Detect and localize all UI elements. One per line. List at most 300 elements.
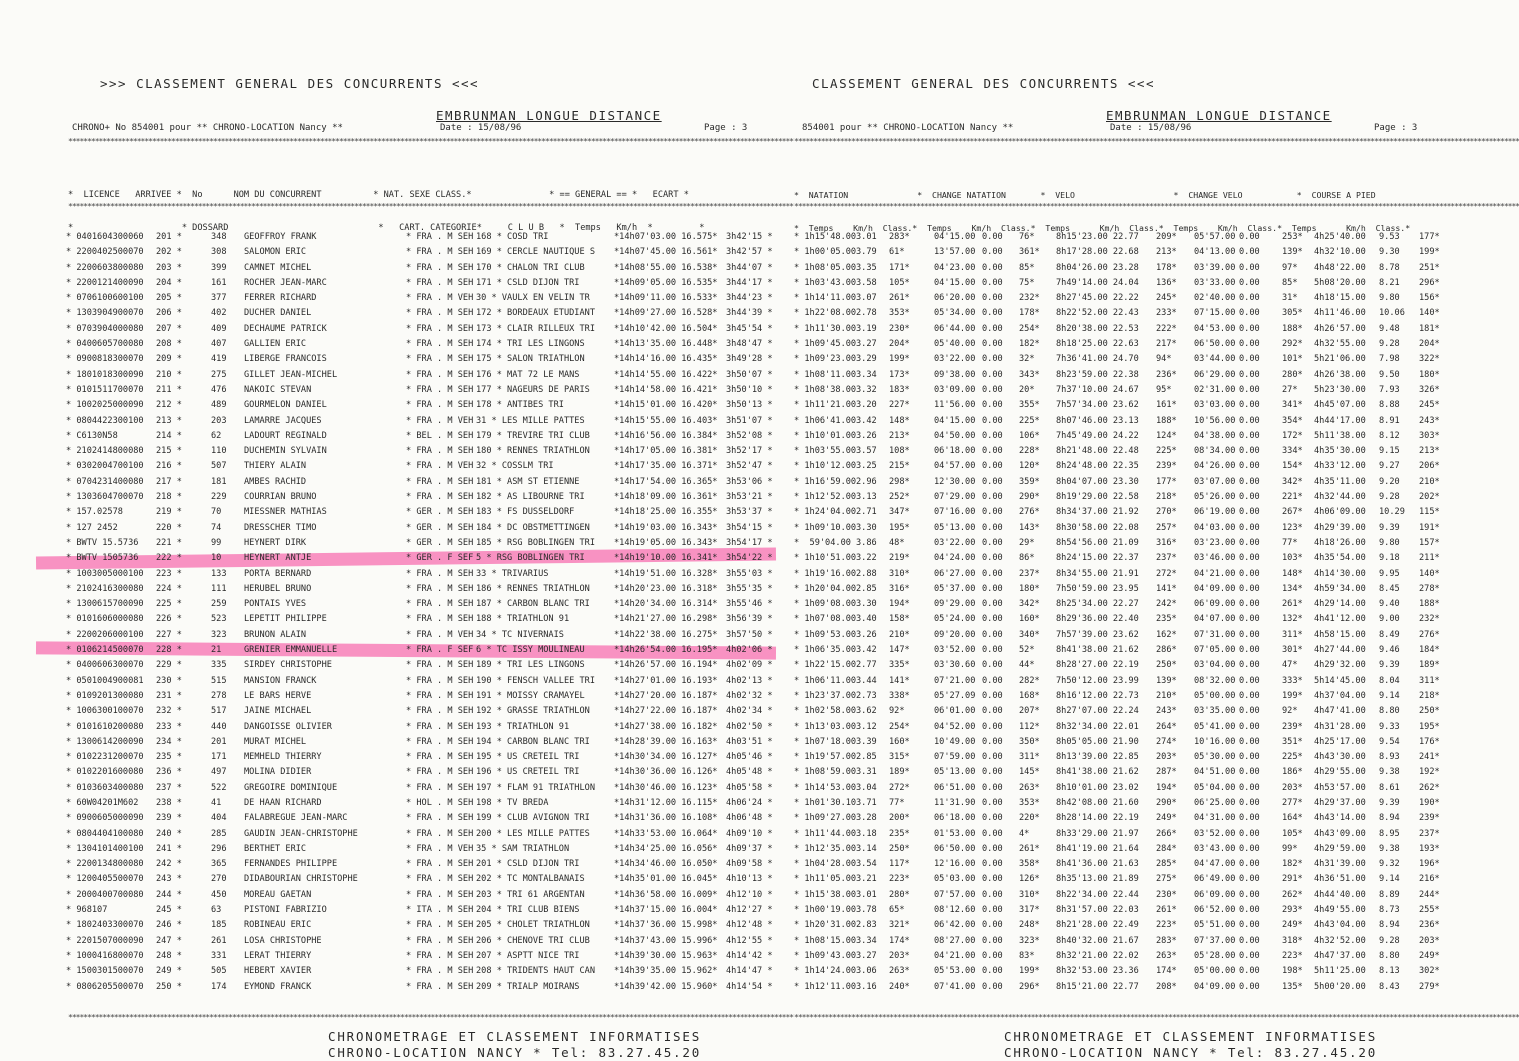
left-cell: LADOURT REGINALD — [244, 430, 327, 441]
right-cell: 04'57.00 — [934, 461, 976, 472]
right-cell: 06'09.00 — [1194, 599, 1236, 610]
right-cell: 285* — [1156, 859, 1177, 870]
right-cell: * 1h15'48.00 — [794, 232, 857, 242]
left-cell: 180 * RENNES TRIATHLON — [476, 446, 590, 457]
right-cell: 9.39 — [1379, 797, 1400, 808]
right-cell: * 1h09'45.00 — [794, 339, 857, 350]
left-cell: 206 * CHENOVE TRI CLUB — [476, 935, 590, 946]
right-cell: 358* — [1019, 859, 1040, 870]
left-cell: 249 * — [156, 966, 182, 977]
left-cell: 214 * — [156, 430, 182, 441]
right-row — [794, 750, 1449, 765]
right-row — [794, 934, 1449, 949]
right-cell: 305* — [1282, 308, 1303, 319]
left-cell: FERNANDES PHILIPPE — [244, 859, 338, 870]
right-cell: 2.73 — [856, 690, 877, 701]
left-chrono-line: CHRONO+ No 854001 pour ** CHRONO-LOCATION Nancy ** — [72, 123, 343, 133]
right-cell: 0.00 — [982, 736, 1003, 747]
right-row — [794, 735, 1449, 750]
left-cell: 247 * — [156, 935, 182, 946]
right-cell: 8.94 — [1379, 813, 1400, 824]
left-cell: * BWTV 1505736 — [66, 553, 139, 564]
left-cell: 33 * TRIVARIUS — [476, 568, 549, 579]
left-cell: LEPETIT PHILIPPE — [244, 614, 327, 625]
left-cell: 229 * — [156, 660, 182, 671]
left-cell: * 0501004900081 — [66, 675, 144, 686]
right-cell: 8h34'55.00 21.91 — [1056, 568, 1139, 579]
left-cell: *14h39'35.00 15.962* — [614, 966, 718, 977]
right-cell: 291* — [1282, 874, 1303, 885]
left-row — [66, 796, 786, 811]
right-cell: 9.38 — [1379, 767, 1400, 778]
left-cell: GRENIER EMMANUELLE — [244, 645, 338, 656]
right-cell: 06'18.00 — [934, 813, 976, 824]
right-cell: 31* — [1282, 293, 1298, 304]
right-row — [794, 398, 1449, 413]
footer-line2: CHRONO-LOCATION NANCY * Tel: 83.27.45.20 — [1004, 1045, 1378, 1060]
right-cell: 276* — [1419, 629, 1440, 640]
left-cell: *14h14'55.00 16.422* — [614, 369, 718, 380]
right-header-line1: * NATATION * CHANGE NATATION * VELO * CHANGE VELO * COURSE A PIED — [794, 190, 1376, 200]
right-cell: 263* — [1156, 950, 1177, 961]
right-cell: 112* — [1019, 721, 1040, 732]
left-cell: * FRA . M SEH — [406, 813, 474, 824]
right-cell: 8.73 — [1379, 905, 1400, 916]
left-cell: 3h50'07 * — [726, 369, 773, 380]
right-cell: 3.14 — [856, 843, 877, 854]
right-row — [794, 414, 1449, 429]
right-cell: 9.28 — [1379, 935, 1400, 946]
right-cell: 05'30.00 — [1194, 752, 1236, 763]
right-cell: 135* — [1282, 981, 1303, 992]
left-cell: * FRA . M SEH — [406, 247, 474, 258]
right-cell: 06'19.00 — [1194, 507, 1236, 518]
right-cell: 7h36'41.00 24.70 — [1056, 354, 1139, 365]
left-cell: 205 * CHOLET TRIATHLON — [476, 920, 590, 931]
right-cell: 211* — [1419, 553, 1440, 564]
left-cell: 175 * SALON TRIATHLON — [476, 354, 585, 365]
right-cell: 5h11'25.00 — [1314, 966, 1366, 977]
left-cell: * 0101610200080 — [66, 721, 144, 732]
right-cell: 9.46 — [1379, 645, 1400, 656]
right-cell: 209* — [1156, 232, 1177, 242]
right-cell: 0.00 — [982, 461, 1003, 472]
right-cell: 3.78 — [856, 905, 877, 916]
left-page-number: Page : 3 — [704, 123, 748, 133]
left-cell: HEYNERT DIRK — [244, 537, 307, 548]
left-cell: 348 — [211, 232, 227, 242]
footer-line1: CHRONOMETRAGE ET CLASSEMENT INFORMATISES — [1004, 1029, 1378, 1044]
right-cell: * 1h12'52.00 — [794, 492, 857, 503]
right-cell: 76* — [1019, 232, 1035, 242]
left-cell: * 1200405500070 — [66, 874, 144, 885]
right-row — [794, 567, 1449, 582]
right-cell: 242* — [1156, 599, 1177, 610]
right-cell: 4h35'11.00 — [1314, 476, 1366, 487]
left-cell: HERUBEL BRUNO — [244, 583, 312, 594]
left-cell: 185 * RSG BOBLINGEN TRI — [476, 537, 595, 548]
right-cell: 03'52.00 — [1194, 828, 1236, 839]
right-cell: 0.00 — [1239, 706, 1260, 717]
left-cell: 3h45'54 * — [726, 323, 773, 334]
right-cell: 0.00 — [1239, 247, 1260, 258]
left-cell: *14h30'34.00 16.127* — [614, 752, 718, 763]
left-cell: * 1300615700090 — [66, 599, 144, 610]
right-cell: 213* — [1419, 446, 1440, 457]
right-cell: 05'53.00 — [934, 966, 976, 977]
right-cell: 174* — [1156, 966, 1177, 977]
right-cell: 0.00 — [1239, 950, 1260, 961]
left-cell: 99 — [211, 537, 222, 548]
left-cell: * FRA . M SEH — [406, 568, 474, 579]
right-title: EMBRUNMAN LONGUE DISTANCE — [1106, 108, 1332, 123]
right-cell: 04'03.00 — [1194, 522, 1236, 533]
left-cell: * 1801018300090 — [66, 369, 144, 380]
right-cell: 0.00 — [1239, 522, 1260, 533]
right-row — [794, 245, 1449, 260]
left-cell: 220 * — [156, 522, 182, 533]
right-cell: 2.88 — [856, 568, 877, 579]
right-cell: * 1h09'43.00 — [794, 950, 857, 961]
right-cell: 0.00 — [1239, 859, 1260, 870]
right-cell: 158* — [889, 614, 910, 625]
right-page — [790, 0, 1519, 1061]
right-cell: 08'12.60 — [934, 905, 976, 916]
right-cell: 0.00 — [982, 721, 1003, 732]
left-cell: 224 * — [156, 583, 182, 594]
right-cell: 275* — [1156, 874, 1177, 885]
right-cell: 132* — [1282, 614, 1303, 625]
right-cell: 241* — [1419, 752, 1440, 763]
right-cell: 04'50.00 — [934, 430, 976, 441]
right-cell: 181* — [1419, 323, 1440, 334]
right-cell: 176* — [1419, 736, 1440, 747]
right-cell: 11'31.90 — [934, 797, 976, 808]
right-cell: 4* — [1019, 828, 1030, 839]
left-row — [66, 765, 786, 780]
right-cell: 199* — [1419, 247, 1440, 258]
right-cell: 264* — [1156, 721, 1177, 732]
left-cell: 184 * DC OBSTMETTINGEN — [476, 522, 590, 533]
right-cell: 29* — [1019, 537, 1035, 548]
right-cell: 3.16 — [856, 981, 877, 992]
left-cell: 204 * — [156, 277, 182, 288]
right-cell: 261* — [889, 293, 910, 304]
right-cell: 4h06'09.00 — [1314, 507, 1366, 518]
right-cell: * 1h11'05.00 — [794, 874, 857, 885]
left-cell: 207 * — [156, 323, 182, 334]
left-cell: 208 * — [156, 339, 182, 350]
left-cell: *14h37'15.00 16.004* — [614, 905, 718, 916]
right-cell: 310* — [1019, 889, 1040, 900]
right-cell: 230* — [1156, 889, 1177, 900]
right-cell: 04'09.00 — [1194, 981, 1236, 992]
left-cell: 227 * — [156, 629, 182, 640]
right-cell: * 1h22'15.00 — [794, 660, 857, 671]
right-cell: 0.00 — [982, 568, 1003, 579]
right-row — [794, 827, 1449, 842]
left-cell: *14h19'05.00 16.343* — [614, 537, 718, 548]
right-cell: 126* — [1019, 874, 1040, 885]
right-cell: 218* — [1419, 690, 1440, 701]
right-cell: 8.91 — [1379, 415, 1400, 426]
left-row — [66, 368, 786, 383]
left-cell: 3h50'13 * — [726, 400, 773, 411]
left-cell: 171 — [211, 752, 227, 763]
left-cell: 4h03'51 * — [726, 736, 773, 747]
right-cell: 105* — [889, 277, 910, 288]
right-cell: 4h31'28.00 — [1314, 721, 1366, 732]
right-cell: 0.00 — [1239, 629, 1260, 640]
right-cell: 196* — [1419, 859, 1440, 870]
left-row — [66, 597, 786, 612]
right-cell: 123* — [1282, 522, 1303, 533]
right-cell: 203* — [1419, 935, 1440, 946]
right-cell: 7.93 — [1379, 384, 1400, 395]
right-cell: * 1h14'53.00 — [794, 782, 857, 793]
left-cell: 225 * — [156, 599, 182, 610]
right-cell: 7.98 — [1379, 354, 1400, 365]
right-cell: 95* — [1156, 384, 1172, 395]
right-cell: 235* — [1156, 614, 1177, 625]
left-cell: 186 * RENNES TRIATHLON — [476, 583, 590, 594]
right-cell: 8h24'15.00 22.37 — [1056, 553, 1139, 564]
right-cell: 12'16.00 — [934, 859, 976, 870]
right-cell: 359* — [1019, 476, 1040, 487]
right-cell: 0.00 — [1239, 262, 1260, 273]
right-cell: 279* — [1419, 981, 1440, 992]
left-cell: * FRA . M SEH — [406, 583, 474, 594]
right-cell: 3.06 — [856, 966, 877, 977]
right-cell: 8h41'38.00 21.62 — [1056, 767, 1139, 778]
right-cell: 05'00.00 — [1194, 966, 1236, 977]
right-cell: 06'18.00 — [934, 446, 976, 457]
right-row — [794, 490, 1449, 505]
left-cell: 173 * CLAIR RILLEUX TRI — [476, 323, 595, 334]
right-cell: 0.00 — [1239, 446, 1260, 457]
right-cell: 8.12 — [1379, 430, 1400, 441]
left-cell: 169 * CERCLE NAUTIQUE S — [476, 247, 595, 258]
left-cell: 407 — [211, 339, 227, 350]
right-cell: 267* — [1282, 507, 1303, 518]
left-cell: 261 — [211, 935, 227, 946]
left-cell: GOURMELON DANIEL — [244, 400, 327, 411]
left-cell: 200 * LES MILLE PATTES — [476, 828, 590, 839]
right-cell: 0.00 — [1239, 920, 1260, 931]
left-header-line2: * * DOSSARD * CART. CATEGORIE* C L U B * Temps Km/h * * — [68, 223, 705, 233]
left-cell: 210 * — [156, 369, 182, 380]
right-cell: 193* — [1419, 843, 1440, 854]
right-cell: * 1h07'18.00 — [794, 736, 857, 747]
right-cell: 32* — [1019, 354, 1035, 365]
right-cell: 10'16.00 — [1194, 736, 1236, 747]
right-cell: 8h30'58.00 22.08 — [1056, 522, 1139, 533]
right-cell: 0.00 — [982, 843, 1003, 854]
right-cell: 154* — [1282, 461, 1303, 472]
right-cell: * 1h14'11.00 — [794, 293, 857, 304]
right-cell: 3.01 — [856, 889, 877, 900]
right-cell: 0.00 — [982, 767, 1003, 778]
right-cell: 0.00 — [982, 797, 1003, 808]
left-cell: 174 * TRI LES LINGONS — [476, 339, 585, 350]
right-cell: 03'46.00 — [1194, 553, 1236, 564]
right-cell: 07'29.00 — [934, 492, 976, 503]
left-cell: * 0102201600080 — [66, 767, 144, 778]
left-cell: 217 * — [156, 476, 182, 487]
left-cell: 4h09'37 * — [726, 843, 773, 854]
right-row — [794, 230, 1449, 245]
right-row — [794, 903, 1449, 918]
right-cell: 8h15'21.00 22.77 — [1056, 981, 1139, 992]
right-cell: 0.00 — [1239, 843, 1260, 854]
right-cell: 8h21'28.00 22.49 — [1056, 920, 1139, 931]
right-cell: 8h04'26.00 23.28 — [1056, 262, 1139, 273]
left-cell: *14h14'16.00 16.435* — [614, 354, 718, 365]
left-cell: 3h42'15 * — [726, 232, 773, 242]
left-cell: 3h42'57 * — [726, 247, 773, 258]
right-cell: 07'21.00 — [934, 675, 976, 686]
right-cell: * 1h03'55.00 — [794, 446, 857, 457]
right-cell: 0.00 — [982, 492, 1003, 503]
right-cell: 296* — [1019, 981, 1040, 992]
left-cell: 111 — [211, 583, 227, 594]
left-cell: * FRA . M SEH — [406, 323, 474, 334]
right-cell: * 1h06'41.00 — [794, 415, 857, 426]
right-cell: 3.22 — [856, 553, 877, 564]
right-cell: 254* — [889, 721, 910, 732]
left-cell: *14h09'27.00 16.528* — [614, 308, 718, 319]
left-cell: 4h12'55 * — [726, 935, 773, 946]
right-cell: 9.32 — [1379, 859, 1400, 870]
right-cell: 9.18 — [1379, 553, 1400, 564]
left-row — [66, 444, 786, 459]
right-cell: 0.00 — [982, 553, 1003, 564]
right-row — [794, 765, 1449, 780]
right-cell: 06'44.00 — [934, 323, 976, 334]
right-cell: 213* — [1156, 247, 1177, 258]
left-cell: 243 * — [156, 874, 182, 885]
right-cell: 08'27.00 — [934, 935, 976, 946]
right-cell: 228* — [1019, 446, 1040, 457]
separator: ********************************************************************************************************************************************************************************************** — [68, 202, 794, 211]
right-cell: 189* — [889, 767, 910, 778]
right-row — [794, 475, 1449, 490]
right-cell: 0.00 — [1239, 323, 1260, 334]
left-cell: 3h44'07 * — [726, 262, 773, 273]
left-cell: * FRA . M SEH — [406, 889, 474, 900]
right-cell: * 1h08'15.00 — [794, 935, 857, 946]
right-cell: 27* — [1282, 384, 1298, 395]
left-cell: *14h37'36.00 15.998* — [614, 920, 718, 931]
left-cell: CAMNET MICHEL — [244, 262, 312, 273]
left-cell: *14h26'57.00 16.194* — [614, 660, 718, 671]
left-cell: * HOL . M SEH — [406, 797, 474, 808]
left-cell: 440 — [211, 721, 227, 732]
right-cell: 0.00 — [1239, 369, 1260, 380]
right-cell: 171* — [889, 262, 910, 273]
left-cell: * FRA . M SEH — [406, 935, 474, 946]
right-cell: 3.35 — [856, 262, 877, 273]
left-cell: * 2000400700080 — [66, 889, 144, 900]
right-row — [794, 643, 1449, 658]
right-cell: 97* — [1282, 262, 1298, 273]
left-cell: 190 * FENSCH VALLEE TRI — [476, 675, 595, 686]
left-cell: 41 — [211, 797, 222, 808]
right-cell: 04'26.00 — [1194, 461, 1236, 472]
left-cell: 206 * — [156, 308, 182, 319]
right-cell: * 1h09'10.00 — [794, 522, 857, 533]
right-cell: 0.00 — [1239, 339, 1260, 350]
left-cell: * FRA . M SEH — [406, 476, 474, 487]
right-cell: 0.00 — [982, 323, 1003, 334]
right-cell: 0.00 — [1239, 568, 1260, 579]
right-cell: 8.88 — [1379, 400, 1400, 411]
right-cell: 0.00 — [982, 675, 1003, 686]
right-cell: 7h50'12.00 23.99 — [1056, 675, 1139, 686]
left-cell: *14h14'58.00 16.421* — [614, 384, 718, 395]
right-cell: * 1h04'28.00 — [794, 859, 857, 870]
left-cell: 3h57'50 * — [726, 629, 773, 640]
left-cell: 234 * — [156, 736, 182, 747]
left-cell: * 1802403300070 — [66, 920, 144, 931]
left-cell: 202 * — [156, 247, 182, 258]
left-row — [66, 949, 786, 964]
left-row — [66, 903, 786, 918]
left-row — [66, 475, 786, 490]
right-cell: 216* — [1419, 874, 1440, 885]
left-cell: 3h44'23 * — [726, 293, 773, 304]
left-cell: *14h17'54.00 16.365* — [614, 476, 718, 487]
left-row — [66, 505, 786, 520]
right-cell: 0.00 — [1239, 430, 1260, 441]
right-cell: 323* — [1019, 935, 1040, 946]
left-cell: * FRA . M SEH — [406, 277, 474, 288]
left-cell: 259 — [211, 599, 227, 610]
right-cell: 0.00 — [982, 277, 1003, 288]
right-cell: 4h11'46.00 — [1314, 308, 1366, 319]
right-cell: 0.00 — [1239, 232, 1260, 242]
right-cell: 06'29.00 — [1194, 369, 1236, 380]
right-row — [794, 536, 1449, 551]
right-row — [794, 811, 1449, 826]
right-cell: 347* — [889, 507, 910, 518]
right-cell: 4h26'57.00 — [1314, 323, 1366, 334]
right-cell: 8h28'14.00 22.19 — [1056, 813, 1139, 824]
right-row — [794, 291, 1449, 306]
right-cell: 4h29'55.00 — [1314, 767, 1366, 778]
right-cell: 9.15 — [1379, 446, 1400, 457]
left-cell: 185 — [211, 920, 227, 931]
left-banner: >>> CLASSEMENT GENERAL DES CONCURRENTS <<< — [100, 76, 480, 91]
left-row — [66, 306, 786, 321]
right-cell: 194* — [889, 599, 910, 610]
right-cell: 243* — [1419, 415, 1440, 426]
left-cell: 6 * TC ISSY MOULINEAU — [476, 645, 585, 656]
right-cell: 8h16'12.00 22.73 — [1056, 690, 1139, 701]
right-cell: 8h13'39.00 22.85 — [1056, 752, 1139, 763]
right-cell: * 1h07'08.00 — [794, 614, 857, 625]
left-cell: 207 * ASPTT NICE TRI — [476, 950, 580, 961]
right-cell: 316* — [889, 583, 910, 594]
left-cell: 211 * — [156, 384, 182, 395]
right-row — [794, 674, 1449, 689]
left-cell: 402 — [211, 308, 227, 319]
right-cell: 318* — [1282, 935, 1303, 946]
right-cell: 0.00 — [1239, 384, 1260, 395]
right-cell: * 1h11'21.00 — [794, 400, 857, 411]
right-cell: 09'29.00 — [934, 599, 976, 610]
left-cell: ROCHER JEAN-MARC — [244, 277, 327, 288]
